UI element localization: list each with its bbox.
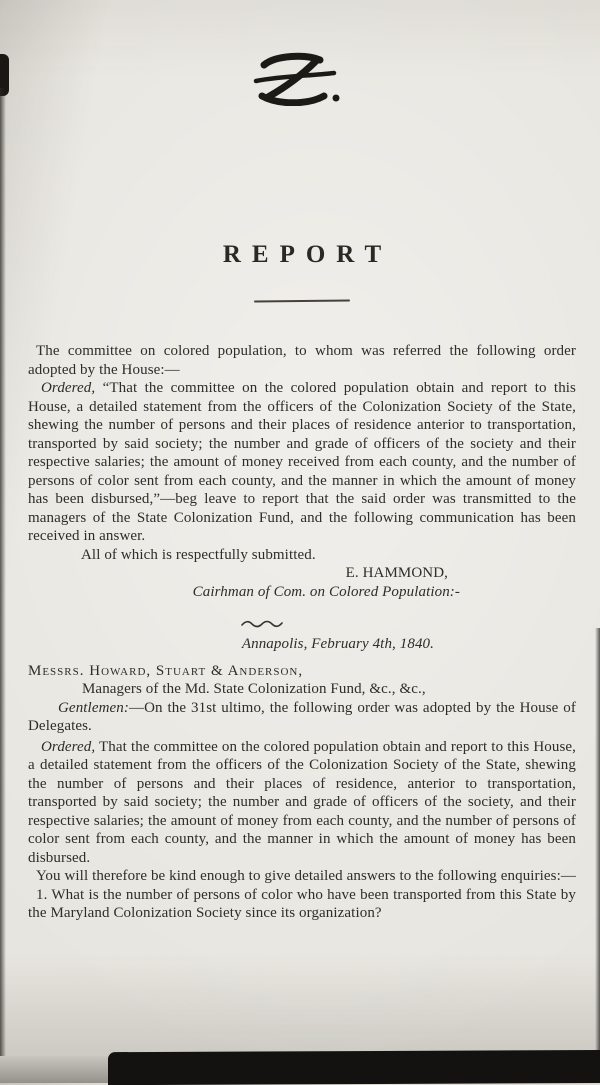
order-body: “That the committee on the colored population obtain and report to this House, a detailed statement from the officers of the Colonization Society of the State, shewing the number of persons and their places of residence anterior to transportation, transported by said society; the number and grade of officers of the society and their respective salaries; the amount of money received from each county, and the number of persons of color sent from each county, and the manner in which the amount of money has been disbursed,”—beg leave to report that the said order was transmitted to the managers of the State Colonization Fund, and the following communication has been received in answer. [28, 380, 576, 544]
signature-title: Cairhman of Com. on Colored Population:- [192, 583, 460, 600]
salutation-paragraph [28, 699, 576, 736]
handwritten-z-mark [28, 50, 576, 106]
committee-intro-paragraph: The committee on colored population, to whom was referred the following order adopted by the House:— [28, 343, 576, 378]
order-repeat-lead: Ordered, [41, 738, 96, 755]
enquiries-intro-paragraph: You will therefore be kind enough to give detailed answers to the following enquiries:— [36, 868, 576, 884]
title-divider-rule [254, 299, 350, 302]
house-order-paragraph [28, 379, 576, 546]
salutation-body: —On the 31st ultimo, the following order was adopted by the House of Delegates. [28, 699, 576, 734]
scan-bottom-black-band [108, 1050, 600, 1085]
page-title: REPORT [222, 241, 393, 268]
salutation-lead: Gentlemen: [58, 699, 129, 716]
letter-addressee: Messrs. Howard, Stuart & Anderson, [28, 662, 304, 679]
section-divider-squiggle [240, 617, 576, 629]
letter-dateline: Annapolis, February 4th, 1840. [241, 636, 434, 652]
handwritten-z-glyph [252, 50, 344, 106]
order-repeat-body: That the committee on the colored population obtain and report to this House, a detailed statement from the officers of the Colonization Society of the State, shewing the number of persons and their places of residence, anterior to transportation, transported by said society; the number and grade of officers of the society, and their respective salaries; the amount of money from each county, and the number of persons of color sent from each county, and the manner in which the amount of money has been disbursed. [28, 738, 576, 866]
order-repeat-paragraph [28, 738, 576, 868]
squiggle-rule-glyph [240, 618, 286, 630]
addressee-role-line: Managers of the Md. State Colonization Fund, &c., &c., [82, 681, 426, 697]
order-lead: Ordered, [41, 380, 96, 396]
signature-name: E. HAMMOND, [345, 565, 448, 581]
question-1-paragraph: 1. What is the number of persons of color who have been transported from this State by the Maryland Colonization Society since its organization? [28, 886, 576, 921]
scan-bottom-gray-edge [0, 1056, 120, 1083]
respectfully-submitted-line: All of which is respectfully submitted. [81, 546, 316, 563]
